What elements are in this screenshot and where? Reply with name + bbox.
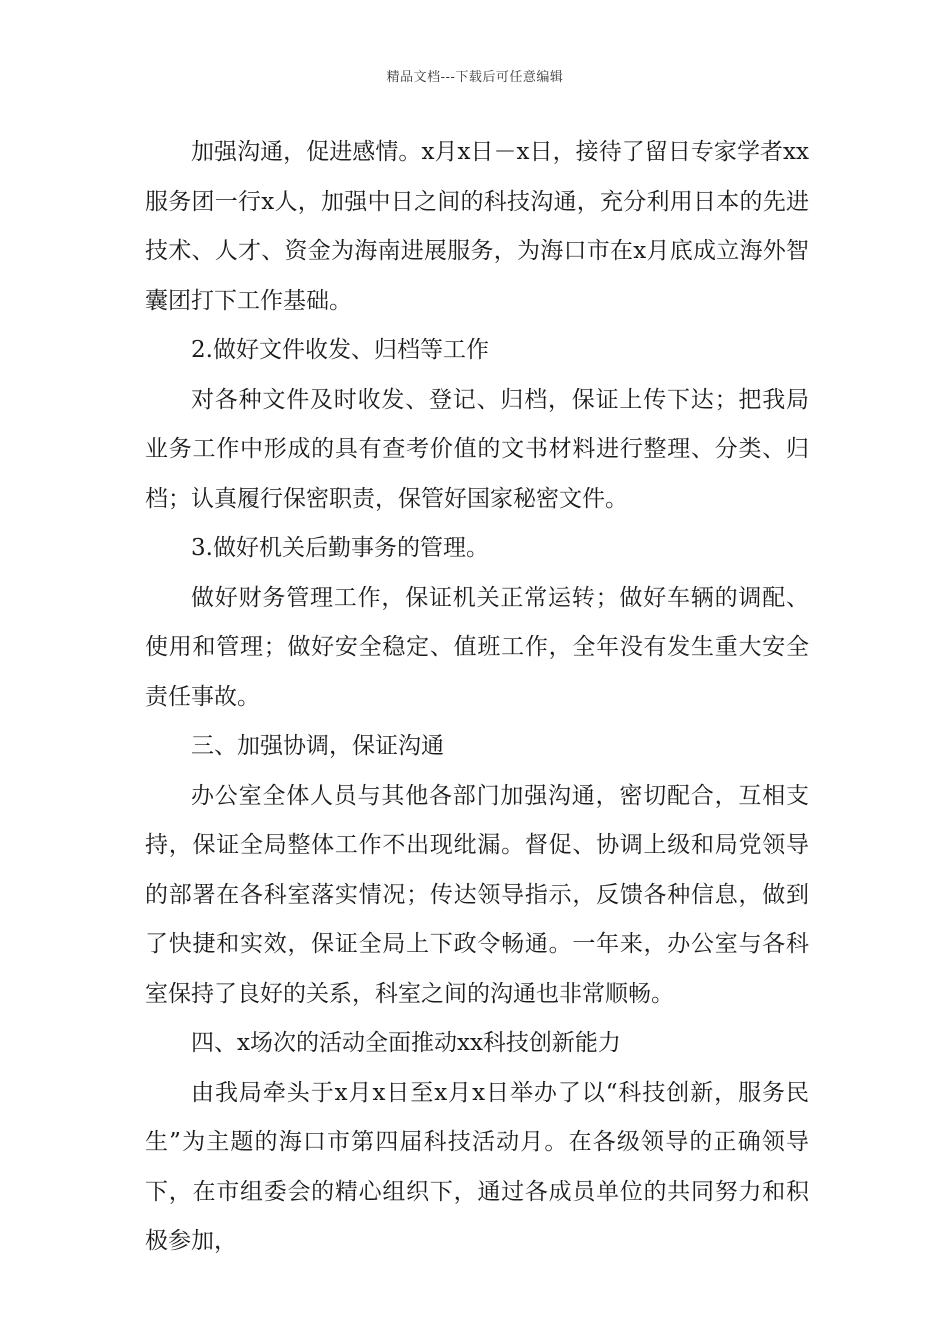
paragraph-file-handling: 对各种文件及时收发、登记、归档，保证上传下达；把我局业务工作中形成的具有查考价值的文书材料进行整理、分类、归档；认真履行保密职责，保管好国家秘密文件。 (145, 386, 809, 512)
document-body (145, 128, 809, 1267)
heading-logistics: 3.做好机关后勤事务的管理。 (191, 535, 489, 561)
paragraph-logistics: 做好财务管理工作，保证机关正常运转；做好车辆的调配、使用和管理；做好安全稳定、值班工作，全年没有发生重大安全责任事故。 (145, 584, 809, 710)
heading-file-handling: 2.做好文件收发、归档等工作 (191, 337, 489, 363)
paragraph-activities: 由我局牵头于x月x日至x月x日举办了以“科技创新，服务民生”为主题的海口市第四届科技活动月。在各级领导的正确领导下，在市组委会的精心组织下，通过各成员单位的共同努力和积极参加， (145, 1079, 809, 1254)
paragraph-coordination: 办公室全体人员与其他各部门加强沟通，密切配合，互相支持，保证全局整体工作不出现纰漏。督促、协调上级和局党领导的部署在各科室落实情况；传达领导指示，反馈各种信息，做到了快捷和实效，保证全局上下政令畅通。一年来，办公室与各科室保持了良好的关系，科室之间的沟通也非常顺畅。 (145, 782, 809, 1007)
heading-coordination: 三、加强协调，保证沟通 (191, 733, 444, 759)
heading-activities: 四、x场次的活动全面推动xx科技创新能力 (191, 1030, 621, 1056)
paragraph-intro-communication: 加强沟通，促进感情。x月x日－x日，接待了留日专家学者xx服务团一行x人，加强中日之间的科技沟通，充分利用日本的先进技术、人才、资金为海南进展服务，为海口市在x月底成立海外智囊团打下工作基础。 (145, 139, 809, 314)
page-header: 精品文档---下载后可任意编辑 (386, 70, 564, 85)
